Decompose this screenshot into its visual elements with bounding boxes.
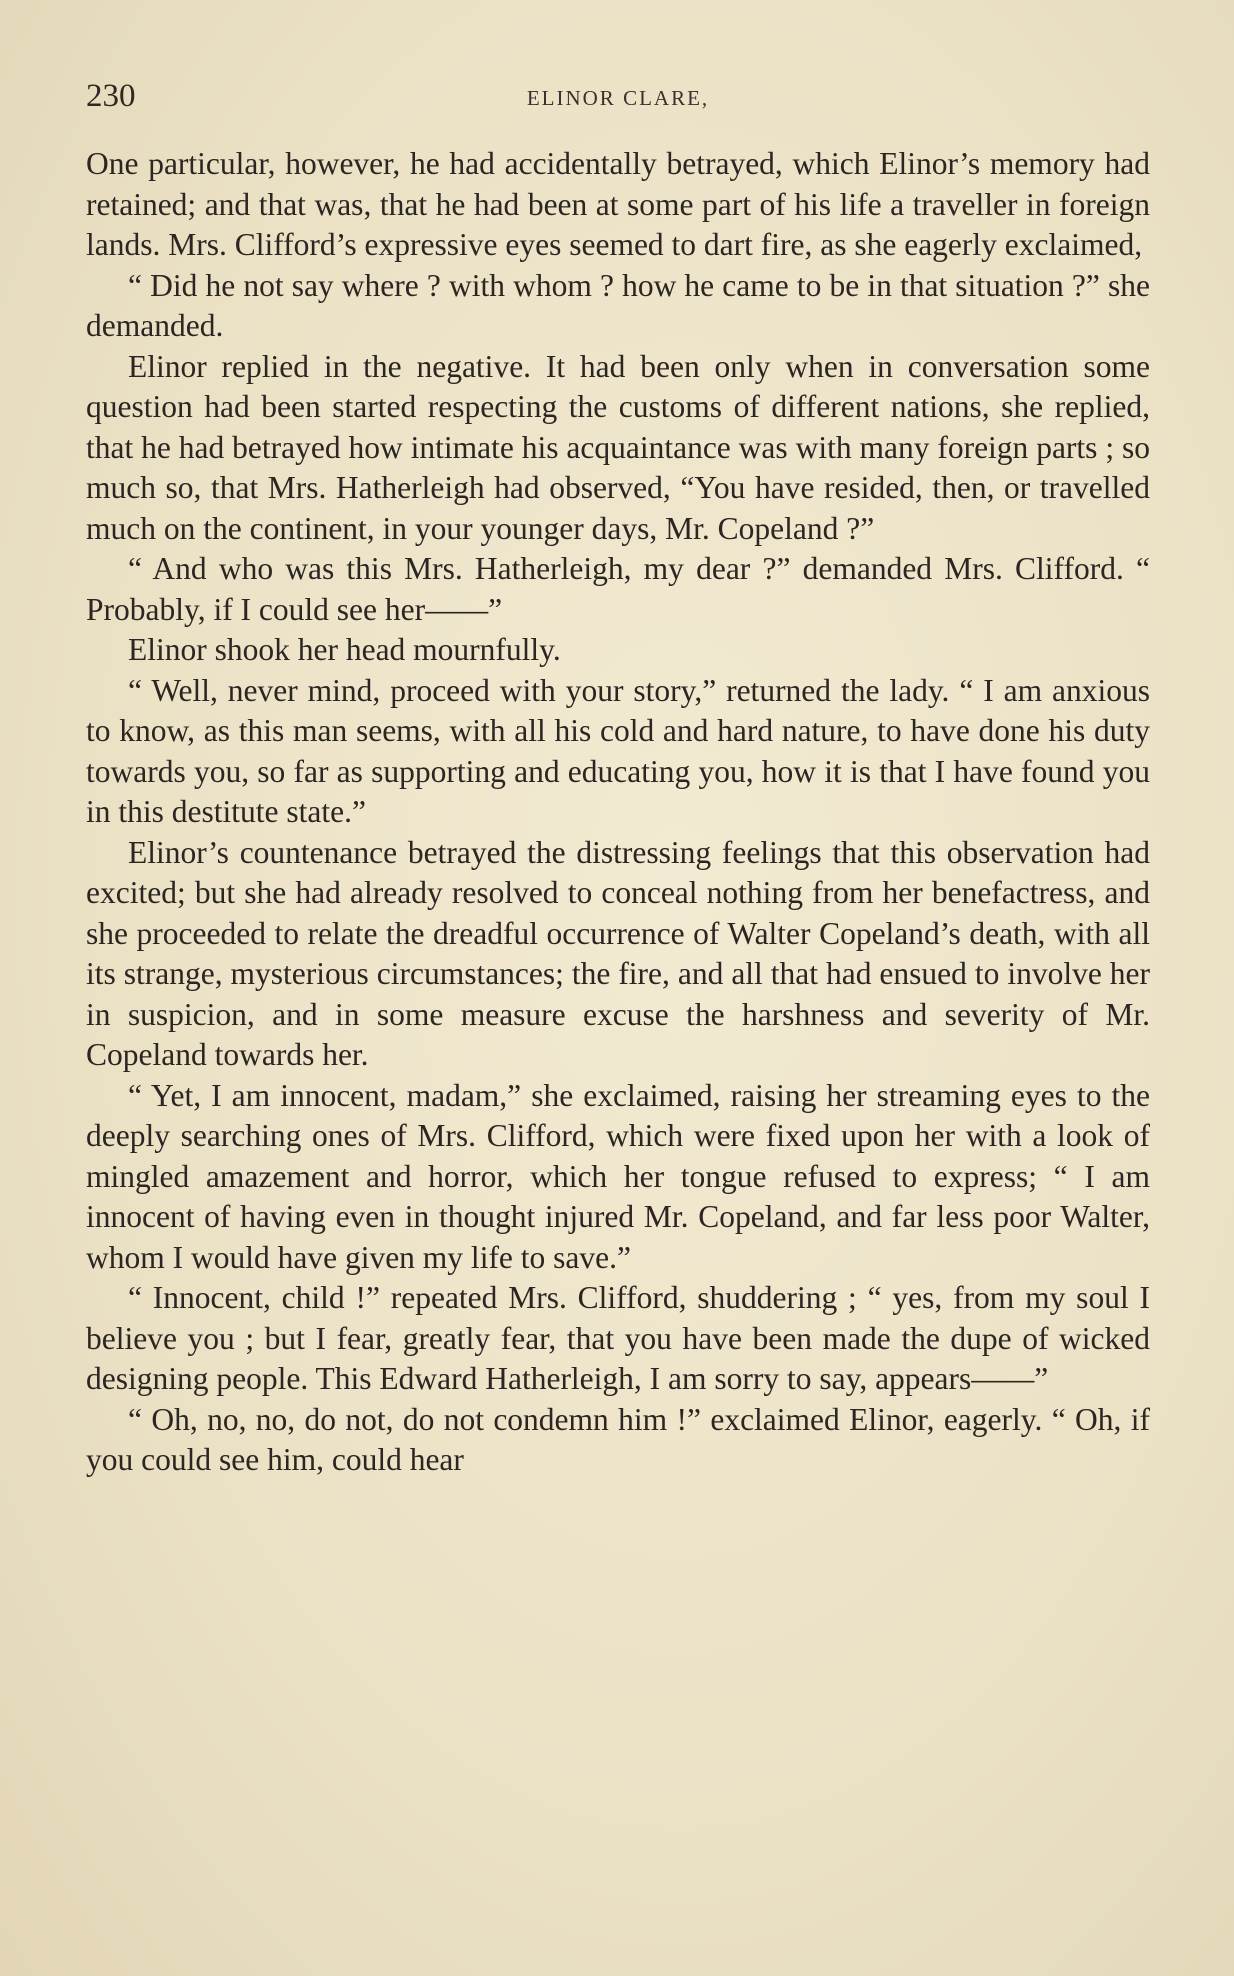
body-text	[86, 144, 1150, 1481]
paragraph: Elinor shook her head mournfully.	[128, 632, 561, 667]
paragraph: One particular, however, he had accidentally betrayed, which Elinor’s memory had retained; and that was, that he had been at some part of his life a traveller in foreign lands. Mrs. Clifford’s expressive eyes seemed to dart fire, as she eagerly exclaimed,	[86, 146, 1150, 262]
paragraph: “ Well, never mind, proceed with your story,” returned the lady. “ I am anxious to know, as this man seems, with all his cold and hard nature, to have done his duty towards you, so far as supporting and educating you, how it is that I have found you in this destitute state.”	[86, 672, 1150, 829]
paragraph: “ Innocent, child !” repeated Mrs. Clifford, shuddering ; “ yes, from my soul I believe you ; but I fear, greatly fear, that you have been made the dupe of wicked designing people. This Edward Hatherleigh, I am sorry to say, appears——”	[86, 1280, 1150, 1396]
page-number: 230	[86, 78, 136, 114]
paragraph: “ And who was this Mrs. Hatherleigh, my dear ?” demanded Mrs. Clifford. “ Probably, if I could see her——”	[86, 551, 1150, 627]
paragraph: “ Did he not say where ? with whom ? how he came to be in that situation ?” she demanded.	[86, 267, 1150, 343]
paragraph: “ Oh, no, no, do not, do not condemn him !” exclaimed Elinor, eagerly. “ Oh, if you could see him, could hear	[86, 1401, 1150, 1477]
paragraph: “ Yet, I am innocent, madam,” she exclaimed, raising her streaming eyes to the deeply searching ones of Mrs. Clifford, which were fixed upon her with a look of mingled amazement and horror, which her tongue refused to express; “ I am innocent of having even in thought injured Mr. Copeland, and far less poor Walter, whom I would have given my life to save.”	[86, 1077, 1150, 1275]
running-head	[86, 74, 1150, 118]
paragraph: Elinor’s countenance betrayed the distressing feelings that this observation had excited; but she had already resolved to conceal nothing from her benefactress, and she proceeded to relate the dreadful occurrence of Walter Copeland’s death, with all its strange, mysterious circumstances; the fire, and all that had ensued to involve her in suspicion, and in some measure excuse the harshness and severity of Mr. Copeland towards her.	[86, 834, 1150, 1072]
running-title: ELINOR CLARE,	[526, 86, 710, 110]
paragraph: Elinor replied in the negative. It had been only when in conversation some question had been started respecting the customs of different nations, she replied, that he had betrayed how intimate his acquaintance was with many foreign parts ; so much so, that Mrs. Hatherleigh had observed, “You have resided, then, or travelled much on the continent, in your younger days, Mr. Copeland ?”	[86, 348, 1150, 546]
